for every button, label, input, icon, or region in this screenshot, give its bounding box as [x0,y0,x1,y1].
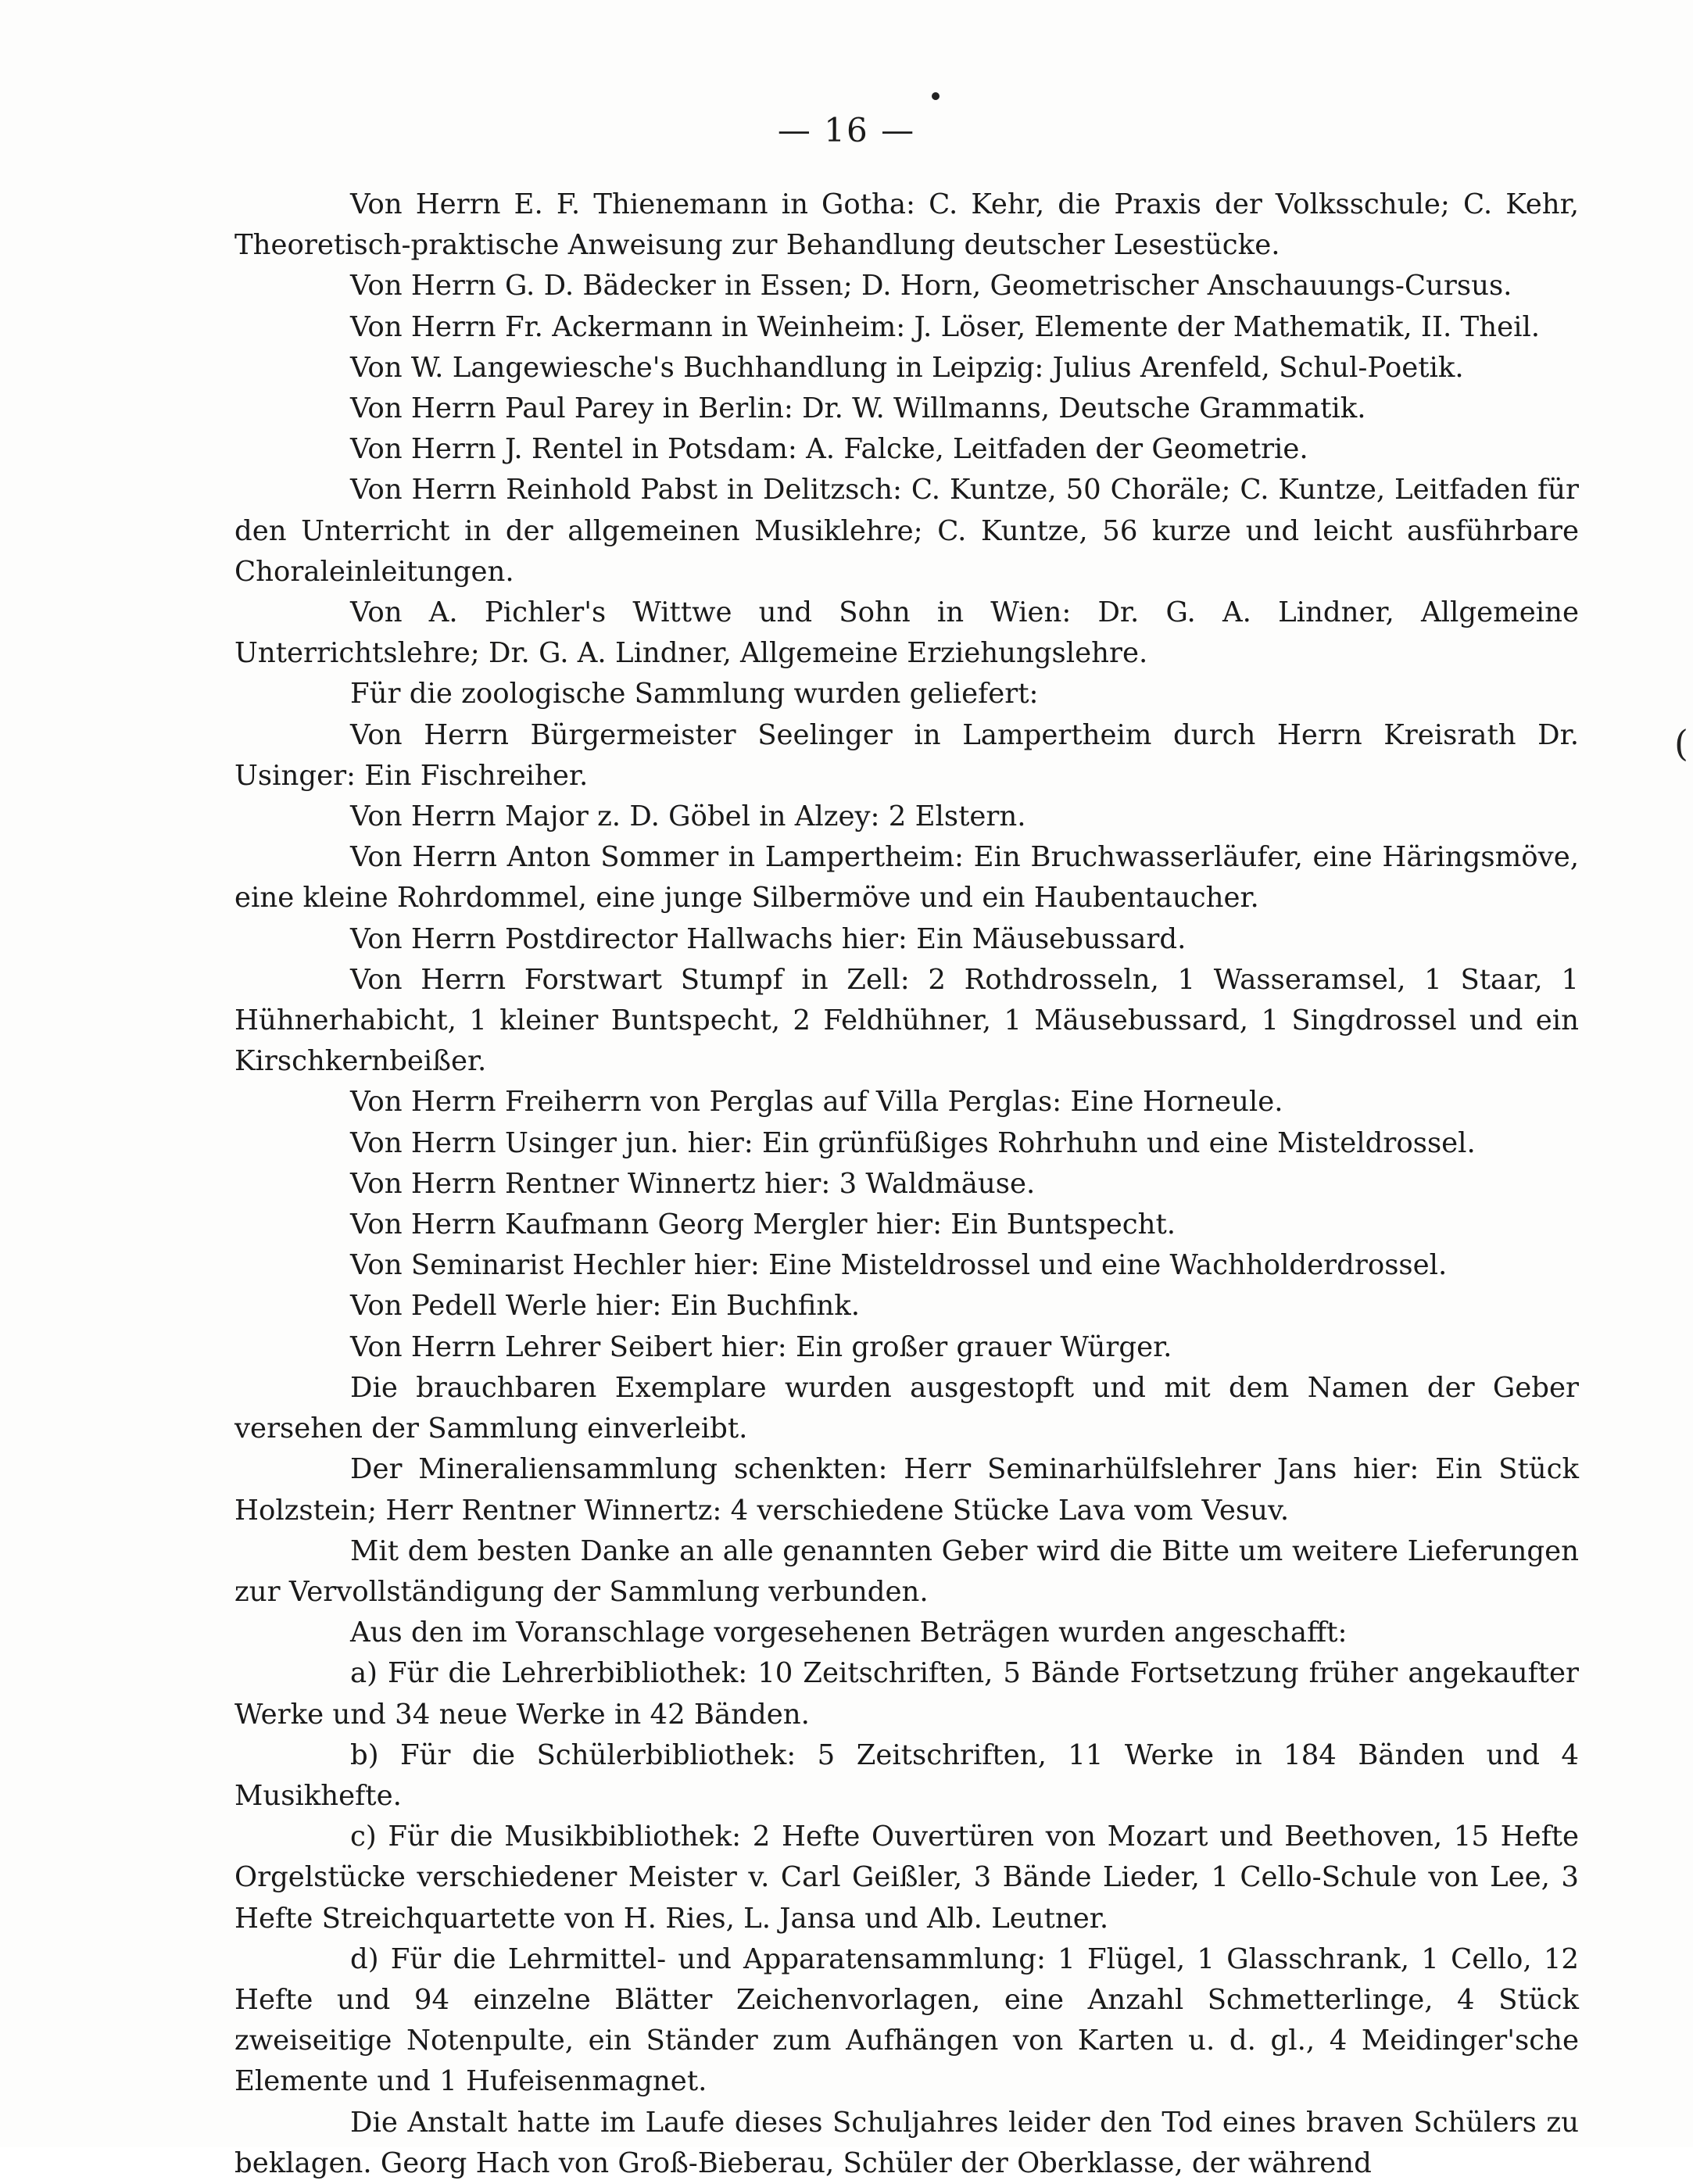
paragraph: Von A. Pichler's Wittwe und Sohn in Wien: Dr. G. A. Lindner, Allgemeine Unterrichtslehre; Dr. G. A. Lindner, Allgemeine Erziehungslehre. [234,596,1579,670]
paragraph: Der Mineraliensammlung schenkten: Herr Seminarhülfslehrer Jans hier: Ein Stück Holzstein; Herr Rentner Winnertz: 4 verschiedene Stücke Lava vom Vesuv. [234,1453,1579,1527]
paragraph: Von Pedell Werle hier: Ein Buchfink. [350,1290,861,1323]
ink-dot [932,92,940,100]
paragraph: Von Herrn E. F. Thienemann in Gotha: C. Kehr, die Praxis der Volksschule; C. Kehr, Theoretisch-praktische Anweisung zur Behandlung deutscher Lesestücke. [234,188,1579,262]
paragraph: Von Herrn Paul Parey in Berlin: Dr. W. Willmanns, Deutsche Grammatik. [350,392,1366,425]
paragraph: Von Herrn G. D. Bädecker in Essen; D. Horn, Geometrischer Anschauungs-Cursus. [350,270,1512,303]
paragraph: c) Für die Musikbibliothek: 2 Hefte Ouvertüren von Mozart und Beethoven, 15 Hefte Orgelstücke verschiedener Meister v. Carl Geißler, 3 Bände Lieder, 1 Cello-Schule von Lee, 3 Hefte Streichquartette von H. Ries, L. Jansa und Alb. Leutner. [234,1821,1579,1935]
paragraph: Die Anstalt hatte im Laufe dieses Schuljahres leider den Tod eines braven Schülers zu beklagen. Georg Hach von Groß-Bieberau, Schüler der Oberklasse, der während [234,2106,1579,2179]
paragraph: Für die zoologische Sammlung wurden geliefert: [350,678,1039,711]
paragraph: Von Herrn J. Rentel in Potsdam: A. Falcke, Leitfaden der Geometrie. [350,433,1308,466]
paragraph: Von Herrn Kaufmann Georg Mergler hier: Ein Buntspecht. [350,1208,1176,1241]
paragraph: b) Für die Schülerbibliothek: 5 Zeitschriften, 11 Werke in 184 Bänden und 4 Musikhefte. [234,1738,1579,1812]
paragraph: Von W. Langewiesche's Buchhandlung in Leipzig: Julius Arenfeld, Schul-Poetik. [350,351,1464,384]
body-text [234,184,1579,2184]
paragraph: Von Herrn Rentner Winnertz hier: 3 Waldmäuse. [350,1167,1036,1200]
paragraph: Von Herrn Freiherrn von Perglas auf Villa Perglas: Eine Horneule. [350,1086,1283,1119]
paragraph: Von Seminarist Hechler hier: Eine Misteldrossel und eine Wachholderdrossel. [350,1249,1448,1282]
paragraph: Von Herrn Bürgermeister Seelinger in Lampertheim durch Herrn Kreisrath Dr. Usinger: Ein Fischreiher. [234,718,1579,792]
paragraph: Von Herrn Usinger jun. hier: Ein grünfüßiges Rohrhuhn und eine Misteldrossel. [350,1126,1476,1159]
paragraph: Von Herrn Postdirector Hallwachs hier: Ein Mäusebussard. [350,922,1187,955]
paragraph: Von Herrn Fr. Ackermann in Weinheim: J. Löser, Elemente der Mathematik, II. Theil. [350,310,1541,343]
paragraph: Von Herrn Major z. D. Göbel in Alzey: 2 Elstern. [350,800,1026,833]
paragraph: Die brauchbaren Exemplare wurden ausgestopft und mit dem Namen der Geber versehen der Sammlung einverleibt. [234,1371,1579,1445]
page-number: — 16 — [777,111,916,149]
paragraph: Von Herrn Reinhold Pabst in Delitzsch: C. Kuntze, 50 Choräle; C. Kuntze, Leitfaden für den Unterricht in der allgemeinen Musiklehre; C. Kuntze, 56 kurze und leicht ausführbare Choraleinleitungen. [234,474,1579,588]
paragraph: Von Herrn Forstwart Stumpf in Zell: 2 Rothdrosseln, 1 Wasseramsel, 1 Staar, 1 Hühnerhabicht, 1 kleiner Buntspecht, 2 Feldhühner, 1 Mäusebussard, 1 Singdrossel und ein Kirschkernbeißer. [234,963,1579,1078]
paragraph: Von Herrn Lehrer Seibert hier: Ein großer grauer Würger. [350,1330,1172,1363]
paragraph: Von Herrn Anton Sommer in Lampertheim: Ein Bruchwasserläufer, eine Häringsmöve, eine kleine Rohrdommel, eine junge Silbermöve und ein Haubentaucher. [234,841,1579,915]
paragraph: Aus den im Voranschlage vorgesehenen Beträgen wurden angeschafft: [350,1617,1348,1649]
paragraph: d) Für die Lehrmittel- und Apparatensammlung: 1 Flügel, 1 Glasschrank, 1 Cello, 12 Hefte und 94 einzelne Blätter Zeichenvorlagen, eine Anzahl Schmetterlinge, 4 Stück zweiseitige Notenpulte, ein Ständer zum Aufhängen von Karten u. d. gl., 4 Meidinger'sche Elemente und 1 Hufeisenmagnet. [234,1942,1579,2098]
paragraph: Mit dem besten Danke an alle genannten Geber wird die Bitte um weitere Lieferungen zur Vervollständigung der Sammlung verbunden. [234,1534,1579,1608]
margin-mark: ( [1674,722,1688,764]
paragraph: a) Für die Lehrerbibliothek: 10 Zeitschriften, 5 Bände Fortsetzung früher angekaufter Werke und 34 neue Werke in 42 Bänden. [234,1657,1579,1731]
